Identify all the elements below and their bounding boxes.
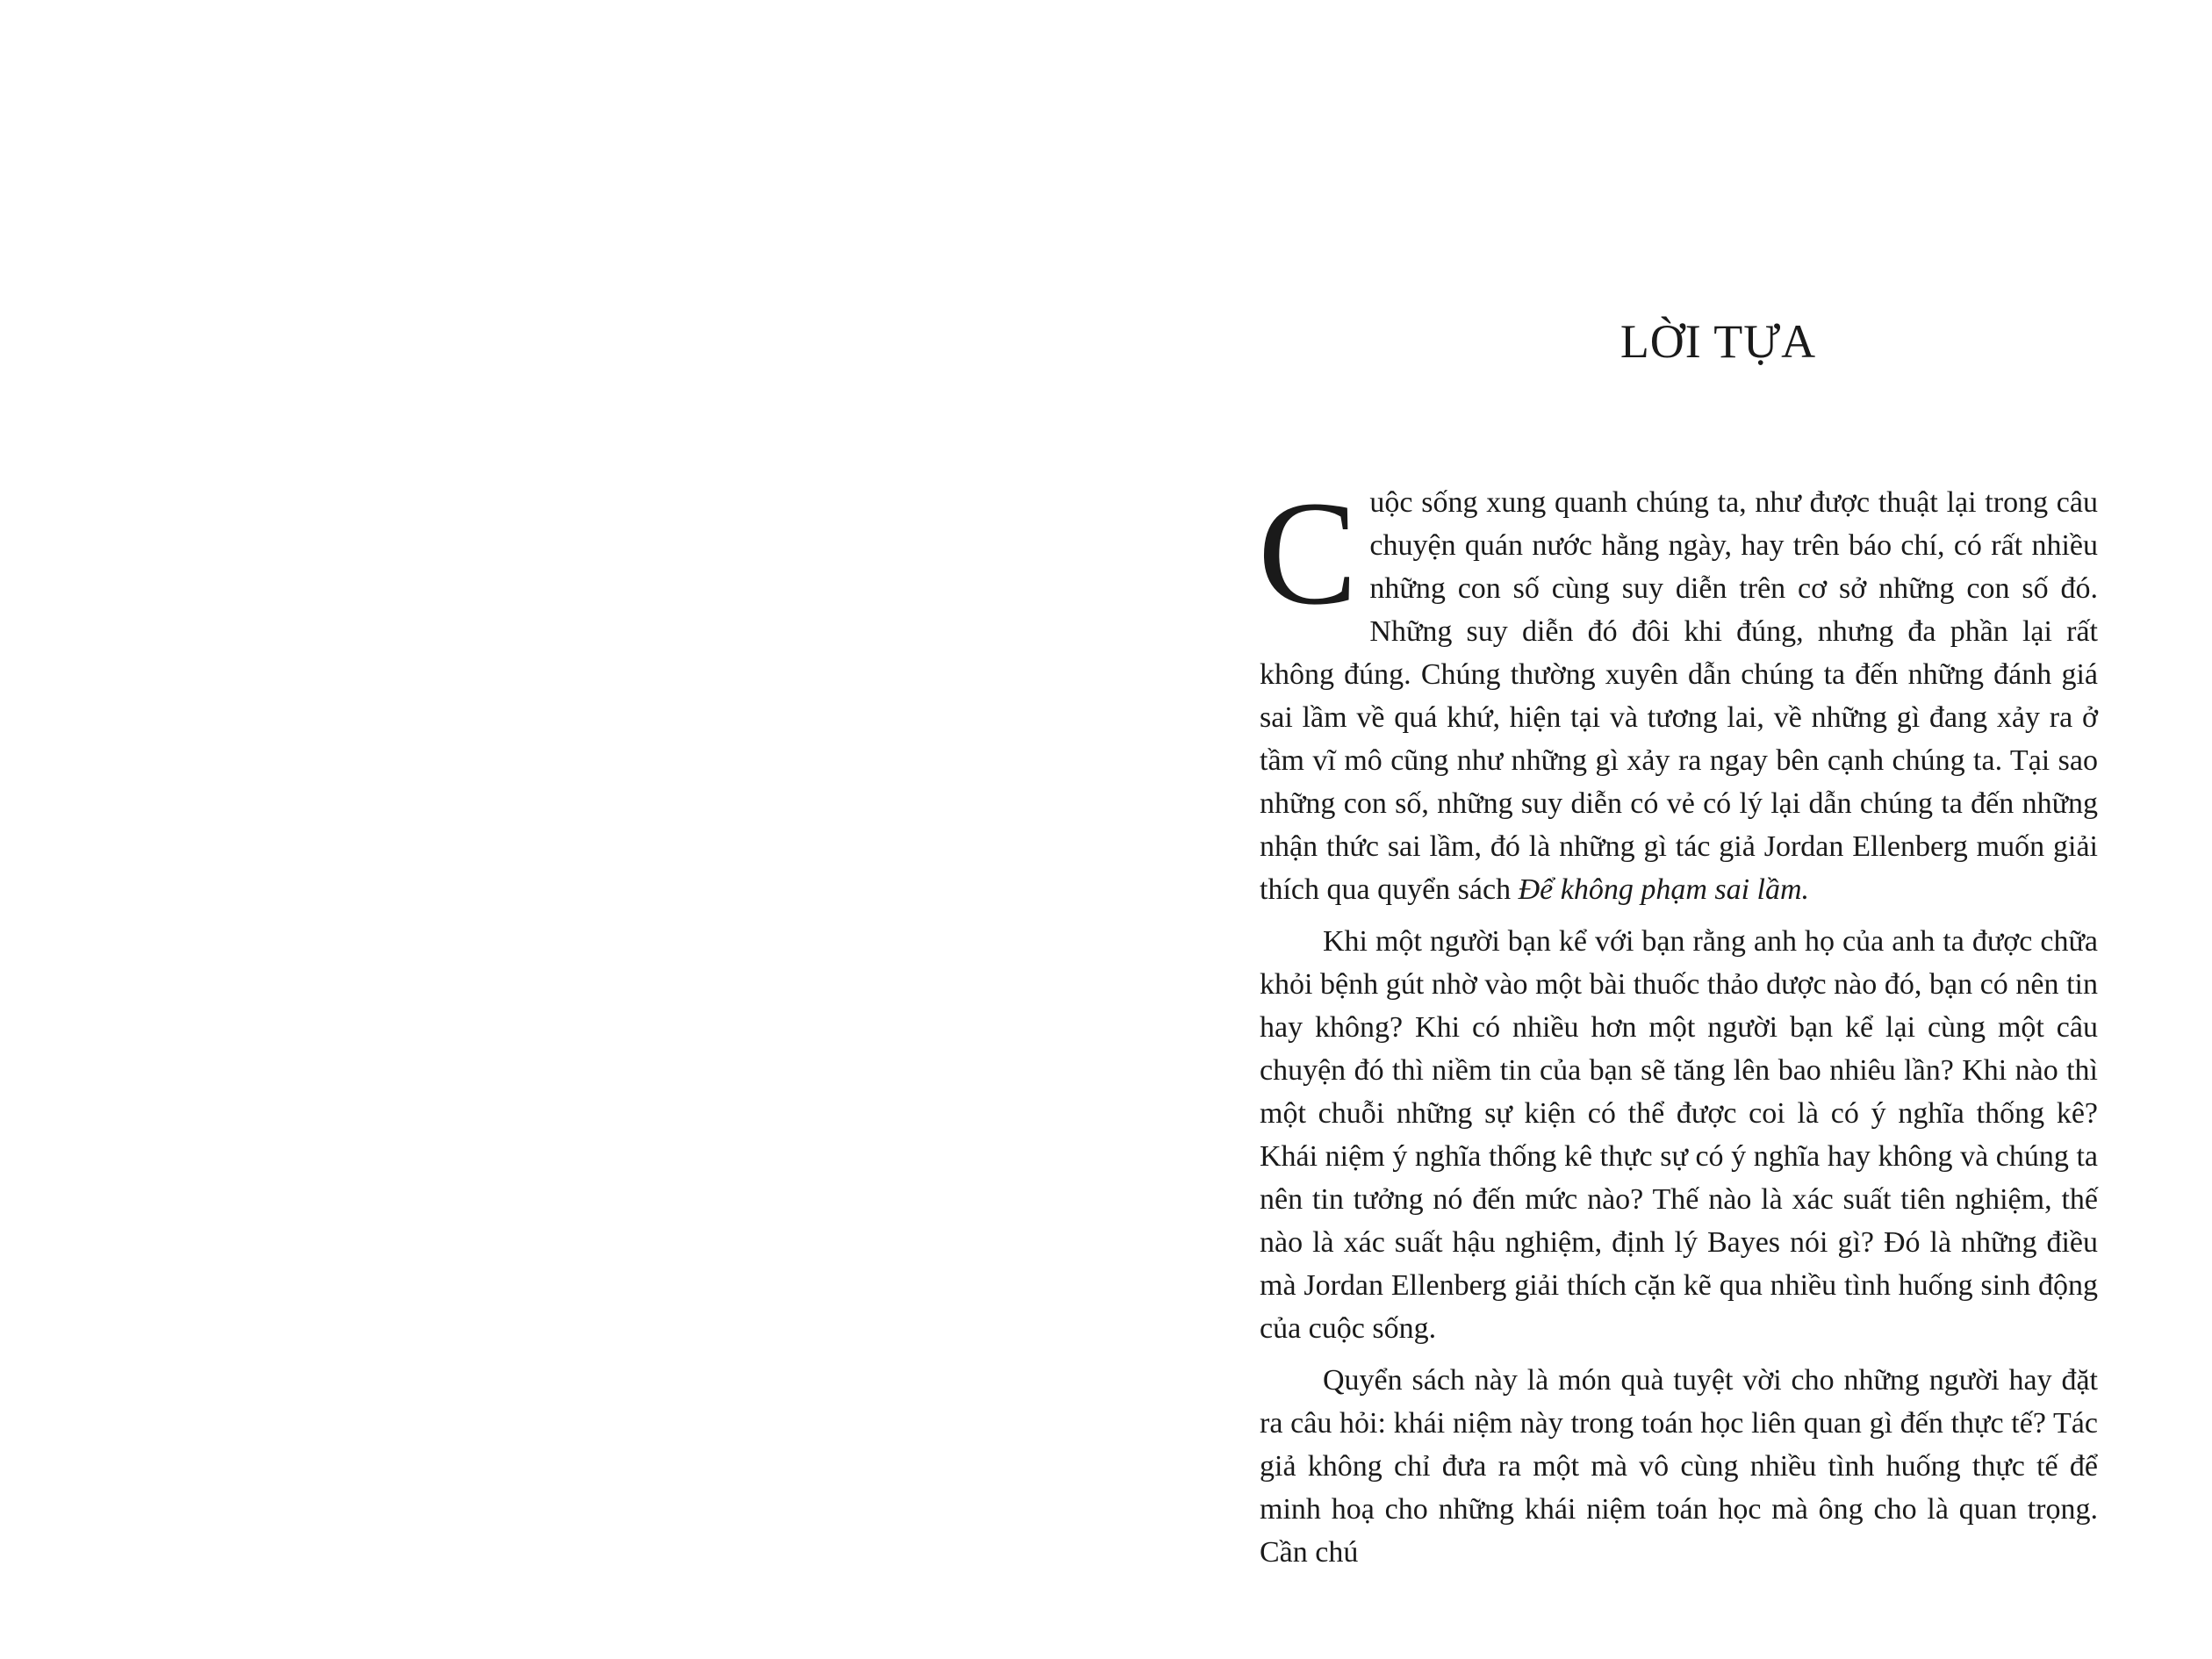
right-page (1106, 0, 2212, 1659)
chapter-title: LỜI TỰA (1620, 315, 1817, 368)
paragraph-3: Quyển sách này là món quà tuyệt vời cho những người hay đặt ra câu hỏi: khái niệm này trong toán học liên quan gì đến thực tế? Tác giả không chỉ đưa ra một mà vô cùng nhiều tình huống thực tế để minh hoạ cho những khái niệm toán học mà ông cho là quan trọng. Cần chú (1260, 1364, 2098, 1569)
book-title-italic: Để không phạm sai lầm. (1518, 873, 1810, 906)
drop-cap: C (1258, 470, 1358, 636)
paragraph-2: Khi một người bạn kể với bạn rằng anh họ của anh ta được chữa khỏi bệnh gút nhờ vào một bài thuốc thảo dược nào đó, bạn có nên tin hay không? Khi có nhiều hơn một người bạn kể lại cùng một câu chuyện đó thì niềm tin của bạn sẽ tăng lên bao nhiêu lần? Khi nào thì một chuỗi những sự kiện có thể được coi là có ý nghĩa thống kê? Khái niệm ý nghĩa thống kê thực sự có ý nghĩa hay không và chúng ta nên tin tưởng nó đến mức nào? Thế nào là xác suất tiên nghiệm, thế nào là xác suất hậu nghiệm, định lý Bayes nói gì? Đó là những điều mà Jordan Ellenberg giải thích cặn kẽ qua nhiều tình huống sinh động của cuộc sống. (1260, 925, 2098, 1345)
paragraph-1-text: uộc sống xung quanh chúng ta, như được thuật lại trong câu chuyện quán nước hằng ngày, hay trên báo chí, có rất nhiều những con số cùng suy diễn trên cơ sở những con số đó. Những suy diễn đó đôi khi đúng, nhưng đa phần lại rất không đúng. Chúng thường xuyên dẫn chúng ta đến những đánh giá sai lầm về quá khứ, hiện tại và tương lai, về những gì đang xảy ra ở tầm vĩ mô cũng như những gì xảy ra ngay bên cạnh chúng ta. Tại sao những con số, những suy diễn có vẻ có lý lại dẫn chúng ta đến những nhận thức sai lầm, đó là những gì tác giả Jordan Ellenberg muốn giải thích qua quyển sách (1260, 486, 2098, 906)
paragraph-1 (1258, 470, 2098, 911)
body-text (1258, 470, 2098, 1574)
